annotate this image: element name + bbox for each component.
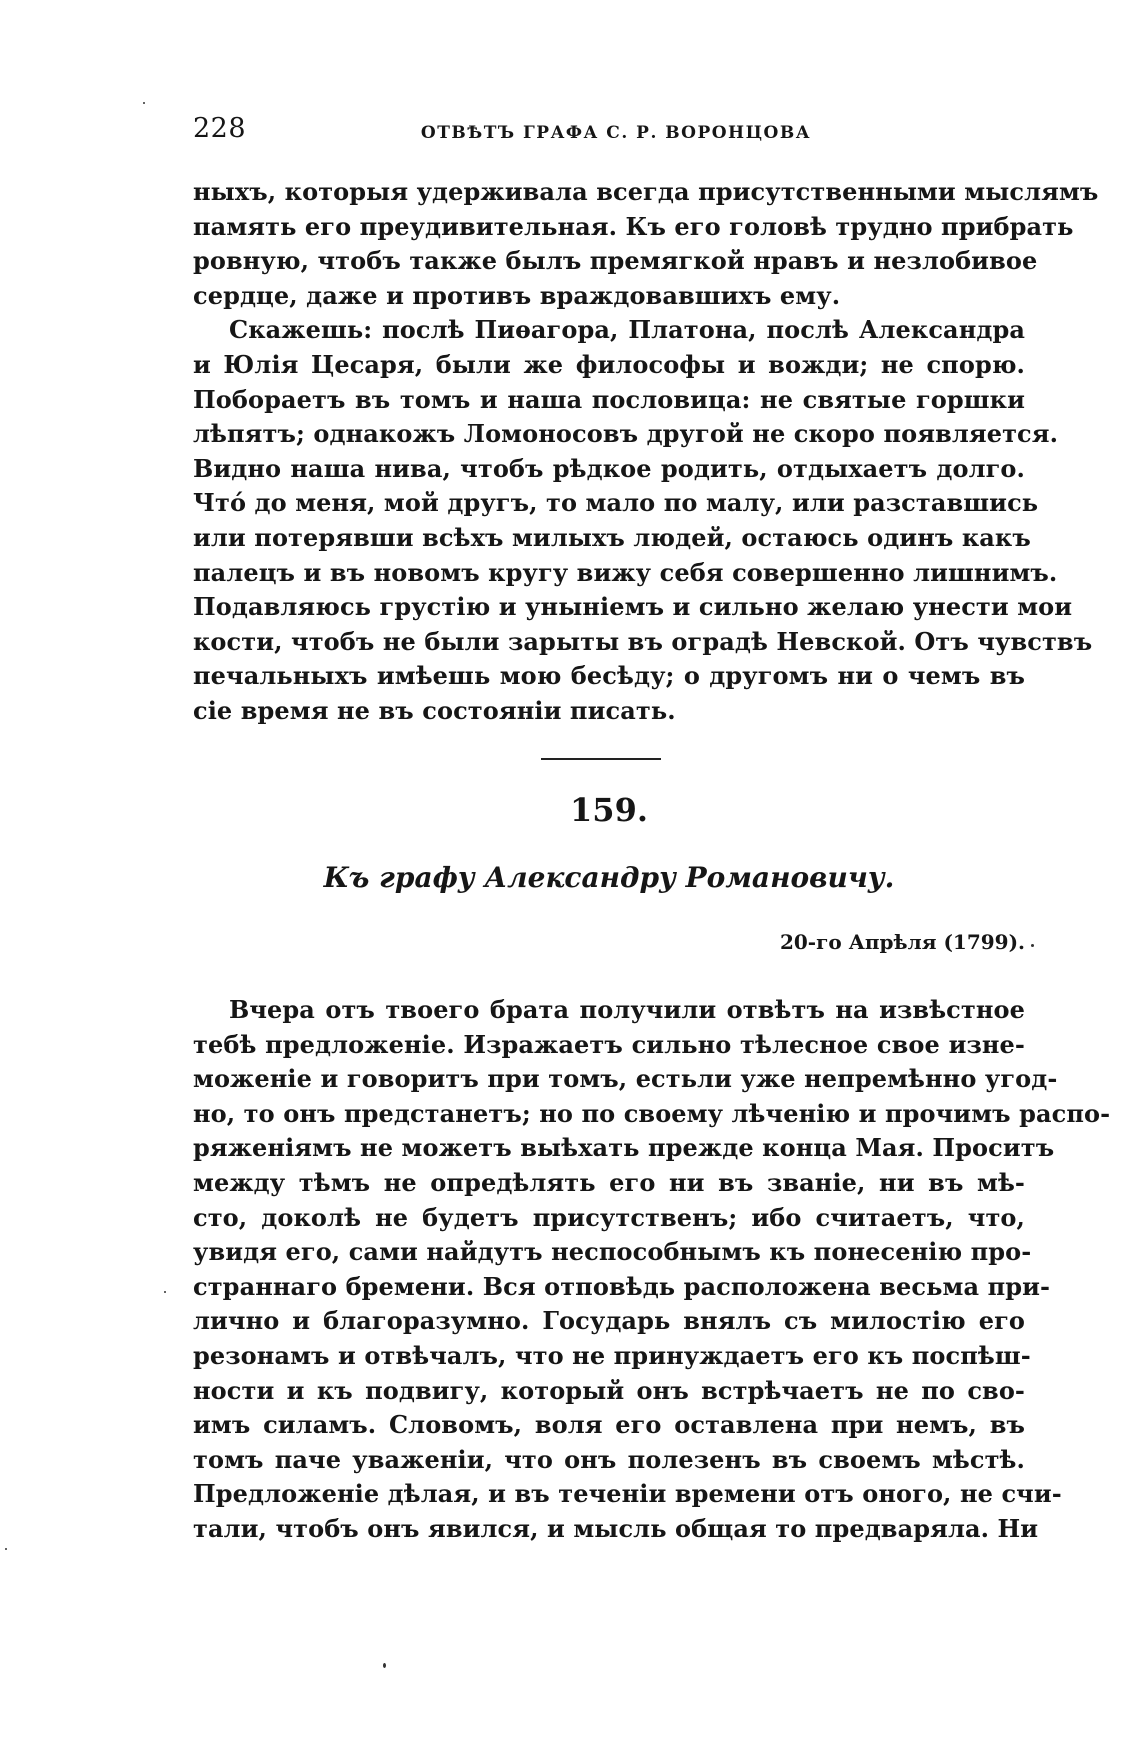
scan-speck bbox=[143, 102, 145, 104]
text-line: Вчера отъ твоего брата получили отвѣтъ на извѣстное bbox=[229, 995, 1025, 1024]
scan-speck bbox=[5, 1548, 7, 1550]
scan-speck bbox=[383, 1663, 386, 1668]
text-line: лѣпятъ; однакожъ Ломоносовъ другой не скоро появляется. bbox=[193, 419, 1059, 449]
text-line: и Юлія Цесаря, были же философы и вожди; не спорю. bbox=[193, 349, 1025, 379]
text-line: печальныхъ имѣешь мою бесѣду; о другомъ ни о чемъ въ bbox=[193, 661, 1025, 691]
section-divider bbox=[541, 758, 661, 760]
text-line: или потерявши всѣхъ милыхъ людей, остаюсь одинъ какъ bbox=[193, 522, 1031, 552]
text-line: сто, доколѣ не будетъ присутственъ; ибо считаетъ, что, bbox=[193, 1202, 1025, 1232]
text-line: имъ силамъ. Словомъ, воля его оставлена при немъ, въ bbox=[193, 1410, 1025, 1440]
text-line: ныхъ, которыя удерживала всегда присутственными мыслямъ bbox=[193, 177, 1099, 206]
text-line: моженіе и говоритъ при томъ, естьли уже непремѣнно угод- bbox=[193, 1064, 1058, 1094]
running-head bbox=[193, 110, 1039, 150]
continuation-text bbox=[193, 175, 1099, 729]
running-title: ОТВѢТЪ ГРАФА С. Р. ВОРОНЦОВА bbox=[420, 123, 812, 143]
text-line: тебѣ предложеніе. Изражаетъ сильно тѣлесное свое изне- bbox=[193, 1029, 1025, 1059]
text-line: сіе время не въ состояніи писать. bbox=[193, 695, 676, 725]
text-line: томъ паче уваженіи, что онъ полезенъ въ своемъ мѣстѣ. bbox=[193, 1444, 1025, 1474]
text-line: ровную, чтобъ также былъ премягкой нравъ и незлобивое bbox=[193, 246, 1038, 276]
text-line: ряженіямъ не можетъ выѣхать прежде конца Мая. Проситъ bbox=[193, 1133, 1055, 1163]
letter-number: 159. bbox=[570, 791, 648, 829]
text-line: кости, чтобъ не были зарыты въ оградѣ Невской. Отъ чувствъ bbox=[193, 626, 1093, 656]
text-line: Скажешь: послѣ Пиѳагора, Платона, послѣ Александра bbox=[229, 315, 1025, 345]
scan-speck bbox=[1031, 944, 1034, 947]
text-line: ности и къ подвигу, который онъ встрѣчаетъ не по сво- bbox=[193, 1375, 1025, 1405]
text-line: но, то онъ предстанетъ; но по своему лѣченію и прочимъ распо- bbox=[193, 1098, 1111, 1128]
text-line: резонамъ и отвѣчалъ, что не принуждаетъ его къ поспѣш- bbox=[193, 1340, 1031, 1370]
text-line: увидя его, сами найдутъ неспособнымъ къ понесенію про- bbox=[193, 1237, 1032, 1267]
text-line: Побораетъ въ томъ и наша пословица: не святые горшки bbox=[193, 384, 1025, 414]
text-line: страннаго бремени. Вся отповѣдь расположена весьма при- bbox=[193, 1271, 1051, 1301]
text-line: Чтó до меня, мой другъ, то мало по малу, или разставшись bbox=[193, 488, 1039, 518]
text-line: Видно наша нива, чтобъ рѣдкое родить, отдыхаетъ долго. bbox=[193, 453, 1025, 483]
text-line: тали, чтобъ онъ явился, и мысль общая то предваряла. Ни bbox=[193, 1513, 1039, 1543]
letter-addressee: Къ графу Александру Романовичу. bbox=[323, 861, 895, 894]
text-line: палецъ и въ новомъ кругу вижу себя совершенно лишнимъ. bbox=[193, 557, 1058, 587]
letter-date: 20-го Апрѣля (1799). bbox=[779, 930, 1025, 954]
text-line: память его преудивительная. Къ его головѣ трудно прибрать bbox=[193, 211, 1074, 241]
text-line: Подавляюсь грустію и уныніемъ и сильно желаю унести мои bbox=[193, 592, 1073, 622]
letter-body bbox=[193, 993, 1111, 1547]
page-number: 228 bbox=[193, 113, 247, 144]
text-line: сердце, даже и противъ враждовавшихъ ему. bbox=[193, 280, 841, 310]
text-line: Предложеніе дѣлая, и въ теченіи времени отъ оного, не счи- bbox=[193, 1479, 1062, 1509]
text-line: лично и благоразумно. Государь внялъ съ милостію его bbox=[193, 1306, 1025, 1336]
text-line: между тѣмъ не опредѣлять его ни въ званіе, ни въ мѣ- bbox=[193, 1167, 1025, 1197]
scan-speck bbox=[164, 1291, 166, 1293]
